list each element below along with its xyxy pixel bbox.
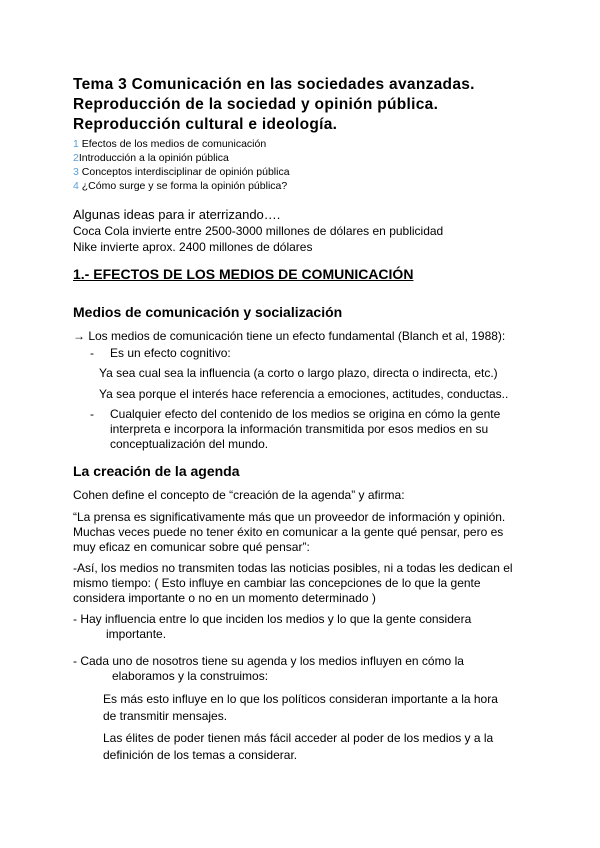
section-heading: 1.- EFECTOS DE LOS MEDIOS DE COMUNICACIÓN [73,266,414,282]
arrow-paragraph: → Los medios de comunicación tiene un efecto fundamental (Blanch et al, 1988): [73,329,506,343]
toc-number: 3 [73,166,79,178]
toc-item-3 [73,166,290,178]
sub-point-influencia: Ya sea cual sea la influencia (a corto o largo plazo, directa o indirecta, etc.) [99,366,498,380]
bullet-dash: - [90,407,94,421]
document-title-line-3: Reproducción cultural e ideología. [73,116,338,133]
asi-line-2: mismo tiempo: ( Esto influye en cambiar las concepciones de lo que la gente [73,576,481,590]
hay-influencia-line-2: importante. [106,627,167,641]
toc-item-1 [73,138,266,150]
quote-line-2: Muchas veces puede no tener éxito en comunicar a la gente qué pensar, pero es [73,525,504,539]
toc-label: Introducción a la opinión pública [78,152,229,164]
bullet-dash: - [90,346,94,360]
bullet-cualquier-efecto-line-3: conceptualización del mundo. [110,437,269,451]
toc-number: 1 [73,138,79,150]
quote-line-3: muy eficaz en comunicar sobre qué pensar”: [73,540,310,554]
document-title-line-2: Reproducción de la sociedad y opinión pública. [73,96,439,113]
cada-uno-line-2: elaboramos y la construimos: [112,669,269,683]
cohen-paragraph: Cohen define el concepto de “creación de la agenda” y afirma: [73,488,405,502]
intro-heading: Algunas ideas para ir aterrizando…. [73,207,281,222]
asi-line-3: considera importante o no en un momento determinado ) [73,591,376,605]
toc-item-4 [73,180,287,192]
toc-number: 4 [73,180,79,192]
bullet-cualquier-efecto-line-2: interpreta e incorpora la información transmitida por esos medios en su [110,422,489,436]
quote-line-1: “La prensa es significativamente más que un proveedor de información y opinión. [73,510,506,524]
politicos-line-1: Es más esto influye en lo que los políticos consideran importante a la hora [103,692,498,706]
elites-line-2: definición de los temas a considerar. [103,748,298,762]
document-title-line-1: Tema 3 Comunicación en las sociedades avanzadas. [73,76,475,93]
politicos-line-2: de transmitir mensajes. [103,709,228,723]
intro-line-2: Nike invierte aprox. 2400 millones de dólares [73,240,313,254]
toc-number: 2 [73,152,79,164]
sub-point-interes: Ya sea porque el interés hace referencia a emociones, actitudes, conductas.. [99,387,509,401]
toc-item-2 [73,152,229,164]
toc-label: ¿Cómo surge y se forma la opinión pública? [81,180,288,192]
elites-line-1: Las élites de poder tienen más fácil acceder al poder de los medios y a la [103,731,494,745]
asi-line-1: -Así, los medios no transmiten todas las noticias posibles, ni a todas les dedican el [73,561,513,575]
bullet-cualquier-efecto-line-1: Cualquier efecto del contenido de los medios se origina en cómo la gente [110,407,501,421]
cada-uno-line-1: - Cada uno de nosotros tiene su agenda y los medios influyen en cómo la [73,654,464,668]
hay-influencia-line-1: - Hay influencia entre lo que inciden los medios y lo que la gente considera [73,612,472,626]
toc-label: Conceptos interdisciplinar de opinión pública [81,166,290,178]
toc-label: Efectos de los medios de comunicación [81,138,267,150]
bullet-efecto-cognitivo: Es un efecto cognitivo: [110,346,231,360]
subheading-socializacion: Medios de comunicación y socialización [73,304,343,320]
intro-line-1: Coca Cola invierte entre 2500-3000 millones de dólares en publicidad [73,224,444,238]
subheading-agenda: La creación de la agenda [73,463,240,479]
